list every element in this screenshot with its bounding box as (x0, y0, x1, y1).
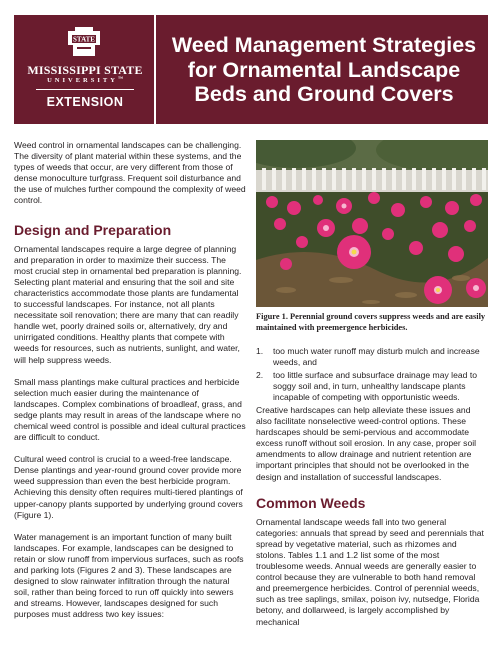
hardscape-paragraph: Creative hardscapes can help alleviate these issues and also facilitate nonselective weed-control options. These hardscapes should be semi-pervious and accommodate excess runoff without soil erosion. In any case, proper soil amendments to allow drainage and nutrient retention are important principles that should not be overlooked in the design and installation of successful landscapes. (256, 405, 477, 482)
logo-divider (36, 89, 134, 90)
title-line-1: Weed Management Strategies (171, 33, 477, 57)
intro-paragraph: Weed control in ornamental landscapes can be challenging. The diversity of plant material within these systems, and the types of weeds that occur, are very different from those of dense monoculture turfgrass. Frequent soil disturbance and the use of mulches further compound the complexity of weed control. (14, 140, 246, 206)
design-paragraph-2: Small mass plantings make cultural practices and herbicide selection much easier during the maintenance of landscapes. Complex combinations of broadleaf, grass, and sedge plants may result in areas of the landscape where no chemical weed control is possible and ideal cultural practices are difficult to conduct. (14, 376, 246, 443)
heading-design-preparation: Design and Preparation (14, 221, 172, 238)
banner-header (14, 15, 488, 124)
left-column (14, 140, 246, 620)
figure-1-photo (256, 140, 488, 307)
logo-line-1: MISSISSIPPI STATE (27, 63, 143, 77)
water-issues-list (256, 346, 488, 405)
logo-line-3: EXTENSION (46, 95, 124, 109)
common-weeds-paragraph: Ornamental landscape weeds fall into two general categories: annuals that spread by seed and perennials that spread by vegetative material, such as rhizomes and stolons. Tables 1.1 and 1.2 list some of the most troublesome weeds. Annual weeds are generally easier to control because they are vulnerable to both hand removal and preemergence herbicides. Control of perennial weeds, such as tree saplings, smilax, poison ivy, nutsedge, Florida betony, and dollarweed, is largely accomplished by mechanical (256, 516, 484, 627)
list-item-text: too much water runoff may disturb mulch and increase weeds, and (273, 346, 480, 368)
right-column-text (256, 405, 488, 628)
figure-1-caption: Figure 1. Perennial ground covers suppress weeds and are easily maintained with preemergence herbicides. (256, 312, 486, 332)
shield-text: STATE (73, 35, 95, 44)
heading-common-weeds: Common Weeds (256, 494, 366, 511)
design-paragraph-4: Water management is an important function of many built landscapes. For example, landscapes can be designed to retain or slow runoff from impervious surfaces, such as roofs and parking lots (Figures 2 and 3). These landscapes are designed to slow rainwater infiltration through the natural soil, rather than being forced to run off quickly into sewers and streams. However, landscapes designed for such purposes must address two key issues: (14, 531, 244, 620)
list-item-number: 1. (256, 346, 264, 356)
design-paragraph-1: Ornamental landscapes require a large degree of planning and preparation in order to maximize their success. The most crucial step in ornamental bed preparation is planning. Selecting plant material and ensuring that the soil and site characteristics accommodate those plants are fundamental to successful landscapes. For instance, not all plants necessitate soil renovation; there are many that can readily handle wet, poorly drained soils or, alternatively, dry and unirrigated conditions. Healthy plants that compete with weeds for resources, such as nutrients, sunlight, and water, will help suppress weeds. (14, 243, 242, 365)
list-item-number: 2. (256, 370, 264, 381)
list-item-text: too little surface and subsurface drainage may lead to soggy soil and, in turn, unhealthy landscape plants incapable of competing with opportunistic weeds. (273, 370, 477, 403)
msu-extension-logo (14, 15, 156, 124)
list-item (256, 370, 488, 403)
ground-cover-flowers-image (256, 140, 488, 307)
document-title (164, 33, 484, 107)
title-line-3: Beds and Ground Covers (194, 82, 454, 106)
design-paragraph-3: Cultural weed control is crucial to a weed-free landscape. Dense plantings and year-round ground cover provide more weed suppression than even the best herbicide program. Achieving this density often requires multi-tiered plantings of upper-canopy plants supported by underlying ground covers (Figure 1). (14, 454, 243, 520)
logo-line-2: UNIVERSITY™ (47, 77, 123, 84)
state-shield-icon (65, 25, 103, 58)
list-item (256, 346, 488, 368)
title-line-2: for Ornamental Landscape (187, 57, 461, 82)
